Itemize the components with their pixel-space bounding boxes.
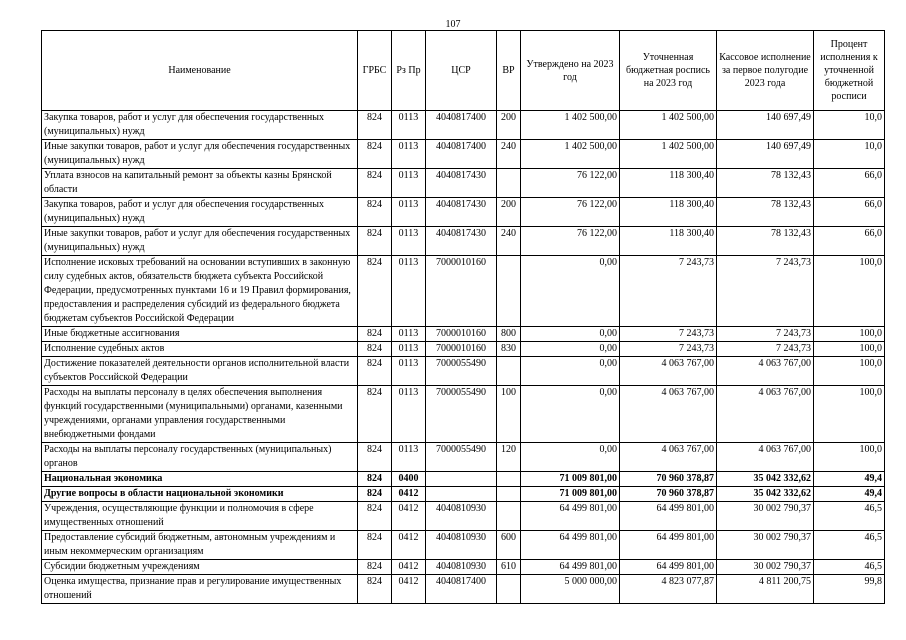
row-grbs: 824 <box>358 111 392 140</box>
row-percent: 66,0 <box>814 198 885 227</box>
row-percent: 46,5 <box>814 502 885 531</box>
table-row <box>42 198 885 227</box>
row-percent: 100,0 <box>814 386 885 443</box>
row-rzpr: 0113 <box>392 327 426 342</box>
row-rzpr: 0113 <box>392 443 426 472</box>
row-refined: 4 063 767,00 <box>620 443 717 472</box>
row-approved: 71 009 801,00 <box>521 487 620 502</box>
row-grbs: 824 <box>358 487 392 502</box>
row-vr <box>497 502 521 531</box>
row-vr: 610 <box>497 560 521 575</box>
row-csr <box>426 472 497 487</box>
row-percent: 46,5 <box>814 531 885 560</box>
row-cash: 30 002 790,37 <box>717 531 814 560</box>
row-grbs: 824 <box>358 227 392 256</box>
row-vr <box>497 357 521 386</box>
table-row <box>42 487 885 502</box>
row-csr: 4040817400 <box>426 111 497 140</box>
row-approved: 76 122,00 <box>521 227 620 256</box>
table-row <box>42 327 885 342</box>
table-body <box>42 111 885 604</box>
row-vr <box>497 256 521 327</box>
row-rzpr: 0113 <box>392 198 426 227</box>
row-csr: 4040810930 <box>426 531 497 560</box>
header-approved: Утверждено на 2023 год <box>521 31 620 111</box>
row-name: Иные закупки товаров, работ и услуг для обеспечения государственных (муниципальных) нужд <box>42 140 358 169</box>
row-percent: 66,0 <box>814 169 885 198</box>
table-row <box>42 531 885 560</box>
row-name: Иные закупки товаров, работ и услуг для обеспечения государственных (муниципальных) нужд <box>42 227 358 256</box>
row-name: Оценка имущества, признание прав и регулирование имущественных отношений <box>42 575 358 604</box>
row-vr: 100 <box>497 386 521 443</box>
table-header-row <box>42 31 885 111</box>
header-cash: Кассовое исполнение за первое полугодие 2023 года <box>717 31 814 111</box>
row-cash: 4 063 767,00 <box>717 443 814 472</box>
table-row <box>42 227 885 256</box>
row-approved: 76 122,00 <box>521 169 620 198</box>
table-row <box>42 140 885 169</box>
row-grbs: 824 <box>358 327 392 342</box>
row-rzpr: 0113 <box>392 342 426 357</box>
row-name: Предоставление субсидий бюджетным, автономным учреждениям и иным некоммерческим организациям <box>42 531 358 560</box>
row-grbs: 824 <box>358 357 392 386</box>
row-cash: 4 811 200,75 <box>717 575 814 604</box>
row-percent: 10,0 <box>814 140 885 169</box>
row-name: Иные бюджетные ассигнования <box>42 327 358 342</box>
row-approved: 0,00 <box>521 386 620 443</box>
row-csr: 4040817400 <box>426 575 497 604</box>
row-refined: 7 243,73 <box>620 256 717 327</box>
row-cash: 7 243,73 <box>717 342 814 357</box>
row-cash: 4 063 767,00 <box>717 386 814 443</box>
row-rzpr: 0113 <box>392 111 426 140</box>
row-grbs: 824 <box>358 560 392 575</box>
row-vr <box>497 575 521 604</box>
header-name: Наименование <box>42 31 358 111</box>
row-refined: 118 300,40 <box>620 169 717 198</box>
row-percent: 49,4 <box>814 472 885 487</box>
row-cash: 35 042 332,62 <box>717 487 814 502</box>
row-name: Другие вопросы в области национальной экономики <box>42 487 358 502</box>
row-vr: 240 <box>497 227 521 256</box>
row-approved: 64 499 801,00 <box>521 502 620 531</box>
row-csr: 7000055490 <box>426 386 497 443</box>
row-refined: 4 063 767,00 <box>620 386 717 443</box>
row-approved: 1 402 500,00 <box>521 111 620 140</box>
row-refined: 70 960 378,87 <box>620 472 717 487</box>
row-csr <box>426 487 497 502</box>
header-vr: ВР <box>497 31 521 111</box>
row-percent: 99,8 <box>814 575 885 604</box>
row-refined: 64 499 801,00 <box>620 560 717 575</box>
table-row <box>42 111 885 140</box>
row-grbs: 824 <box>358 386 392 443</box>
row-percent: 100,0 <box>814 357 885 386</box>
row-csr: 4040810930 <box>426 502 497 531</box>
row-refined: 1 402 500,00 <box>620 111 717 140</box>
row-refined: 118 300,40 <box>620 227 717 256</box>
row-rzpr: 0400 <box>392 472 426 487</box>
row-name: Уплата взносов на капитальный ремонт за объекты казны Брянской области <box>42 169 358 198</box>
header-csr: ЦСР <box>426 31 497 111</box>
header-rzpr: Рз Пр <box>392 31 426 111</box>
row-approved: 0,00 <box>521 256 620 327</box>
row-approved: 0,00 <box>521 342 620 357</box>
row-vr: 600 <box>497 531 521 560</box>
row-name: Национальная экономика <box>42 472 358 487</box>
row-csr: 4040817430 <box>426 198 497 227</box>
row-rzpr: 0412 <box>392 487 426 502</box>
row-name: Учреждения, осуществляющие функции и полномочия в сфере имущественных отношений <box>42 502 358 531</box>
row-grbs: 824 <box>358 256 392 327</box>
row-cash: 140 697,49 <box>717 111 814 140</box>
row-rzpr: 0412 <box>392 575 426 604</box>
row-refined: 1 402 500,00 <box>620 140 717 169</box>
row-csr: 4040810930 <box>426 560 497 575</box>
budget-execution-table <box>41 30 885 604</box>
row-refined: 4 823 077,87 <box>620 575 717 604</box>
row-rzpr: 0412 <box>392 502 426 531</box>
row-rzpr: 0412 <box>392 531 426 560</box>
row-csr: 4040817430 <box>426 169 497 198</box>
row-refined: 118 300,40 <box>620 198 717 227</box>
row-vr <box>497 487 521 502</box>
row-vr: 240 <box>497 140 521 169</box>
row-percent: 100,0 <box>814 342 885 357</box>
row-rzpr: 0412 <box>392 560 426 575</box>
row-csr: 7000055490 <box>426 357 497 386</box>
table-row <box>42 256 885 327</box>
header-percent: Процент исполнения к уточненной бюджетной росписи <box>814 31 885 111</box>
header-refined: Уточненная бюджетная роспись на 2023 год <box>620 31 717 111</box>
table-row <box>42 169 885 198</box>
row-grbs: 824 <box>358 472 392 487</box>
row-grbs: 824 <box>358 198 392 227</box>
row-refined: 70 960 378,87 <box>620 487 717 502</box>
row-grbs: 824 <box>358 531 392 560</box>
row-cash: 140 697,49 <box>717 140 814 169</box>
row-cash: 30 002 790,37 <box>717 560 814 575</box>
row-rzpr: 0113 <box>392 140 426 169</box>
row-rzpr: 0113 <box>392 169 426 198</box>
row-rzpr: 0113 <box>392 386 426 443</box>
row-rzpr: 0113 <box>392 227 426 256</box>
row-vr: 120 <box>497 443 521 472</box>
row-grbs: 824 <box>358 502 392 531</box>
row-name: Закупка товаров, работ и услуг для обеспечения государственных (муниципальных) нужд <box>42 111 358 140</box>
row-approved: 5 000 000,00 <box>521 575 620 604</box>
row-csr: 7000010160 <box>426 256 497 327</box>
row-csr: 4040817430 <box>426 227 497 256</box>
row-name: Исполнение исковых требований на основании вступивших в законную силу судебных актов, обязательств бюджета субъекта Российской Федерации, предусмотренных пунктами 16 и 19 Правил формирования, предоставления и распределения субсидий из федерального бюджета бюджетам субъектов Российской Федерации <box>42 256 358 327</box>
row-grbs: 824 <box>358 575 392 604</box>
row-vr: 830 <box>497 342 521 357</box>
table-row <box>42 443 885 472</box>
row-name: Закупка товаров, работ и услуг для обеспечения государственных (муниципальных) нужд <box>42 198 358 227</box>
row-cash: 30 002 790,37 <box>717 502 814 531</box>
table-row <box>42 342 885 357</box>
table-row <box>42 575 885 604</box>
page-number: 107 <box>445 19 461 30</box>
table-row <box>42 386 885 443</box>
row-grbs: 824 <box>358 443 392 472</box>
row-csr: 4040817400 <box>426 140 497 169</box>
table-row <box>42 357 885 386</box>
table-row <box>42 472 885 487</box>
header-grbs: ГРБС <box>358 31 392 111</box>
row-percent: 100,0 <box>814 327 885 342</box>
row-percent: 46,5 <box>814 560 885 575</box>
row-percent: 49,4 <box>814 487 885 502</box>
row-vr: 200 <box>497 111 521 140</box>
table-row <box>42 502 885 531</box>
row-vr: 800 <box>497 327 521 342</box>
row-cash: 7 243,73 <box>717 327 814 342</box>
row-approved: 64 499 801,00 <box>521 531 620 560</box>
row-name: Расходы на выплаты персоналу государственных (муниципальных) органов <box>42 443 358 472</box>
row-approved: 64 499 801,00 <box>521 560 620 575</box>
row-cash: 78 132,43 <box>717 169 814 198</box>
row-approved: 1 402 500,00 <box>521 140 620 169</box>
row-name: Достижение показателей деятельности органов исполнительной власти субъектов Российской Федерации <box>42 357 358 386</box>
row-approved: 76 122,00 <box>521 198 620 227</box>
row-approved: 0,00 <box>521 443 620 472</box>
row-vr <box>497 472 521 487</box>
row-cash: 4 063 767,00 <box>717 357 814 386</box>
row-vr: 200 <box>497 198 521 227</box>
row-refined: 64 499 801,00 <box>620 531 717 560</box>
row-refined: 4 063 767,00 <box>620 357 717 386</box>
row-percent: 100,0 <box>814 256 885 327</box>
row-percent: 10,0 <box>814 111 885 140</box>
row-rzpr: 0113 <box>392 357 426 386</box>
row-grbs: 824 <box>358 342 392 357</box>
row-approved: 71 009 801,00 <box>521 472 620 487</box>
row-cash: 7 243,73 <box>717 256 814 327</box>
row-vr <box>497 169 521 198</box>
row-rzpr: 0113 <box>392 256 426 327</box>
row-csr: 7000010160 <box>426 327 497 342</box>
row-csr: 7000055490 <box>426 443 497 472</box>
row-cash: 78 132,43 <box>717 227 814 256</box>
row-approved: 0,00 <box>521 327 620 342</box>
row-grbs: 824 <box>358 140 392 169</box>
row-cash: 35 042 332,62 <box>717 472 814 487</box>
row-refined: 64 499 801,00 <box>620 502 717 531</box>
row-csr: 7000010160 <box>426 342 497 357</box>
row-approved: 0,00 <box>521 357 620 386</box>
row-percent: 66,0 <box>814 227 885 256</box>
row-name: Субсидии бюджетным учреждениям <box>42 560 358 575</box>
table-row <box>42 560 885 575</box>
row-grbs: 824 <box>358 169 392 198</box>
row-name: Исполнение судебных актов <box>42 342 358 357</box>
row-refined: 7 243,73 <box>620 327 717 342</box>
row-refined: 7 243,73 <box>620 342 717 357</box>
row-name: Расходы на выплаты персоналу в целях обеспечения выполнения функций государственными (муниципальными) органами, казенными учреждениями, органами управления государственными внебюджетными фондами <box>42 386 358 443</box>
row-cash: 78 132,43 <box>717 198 814 227</box>
row-percent: 100,0 <box>814 443 885 472</box>
